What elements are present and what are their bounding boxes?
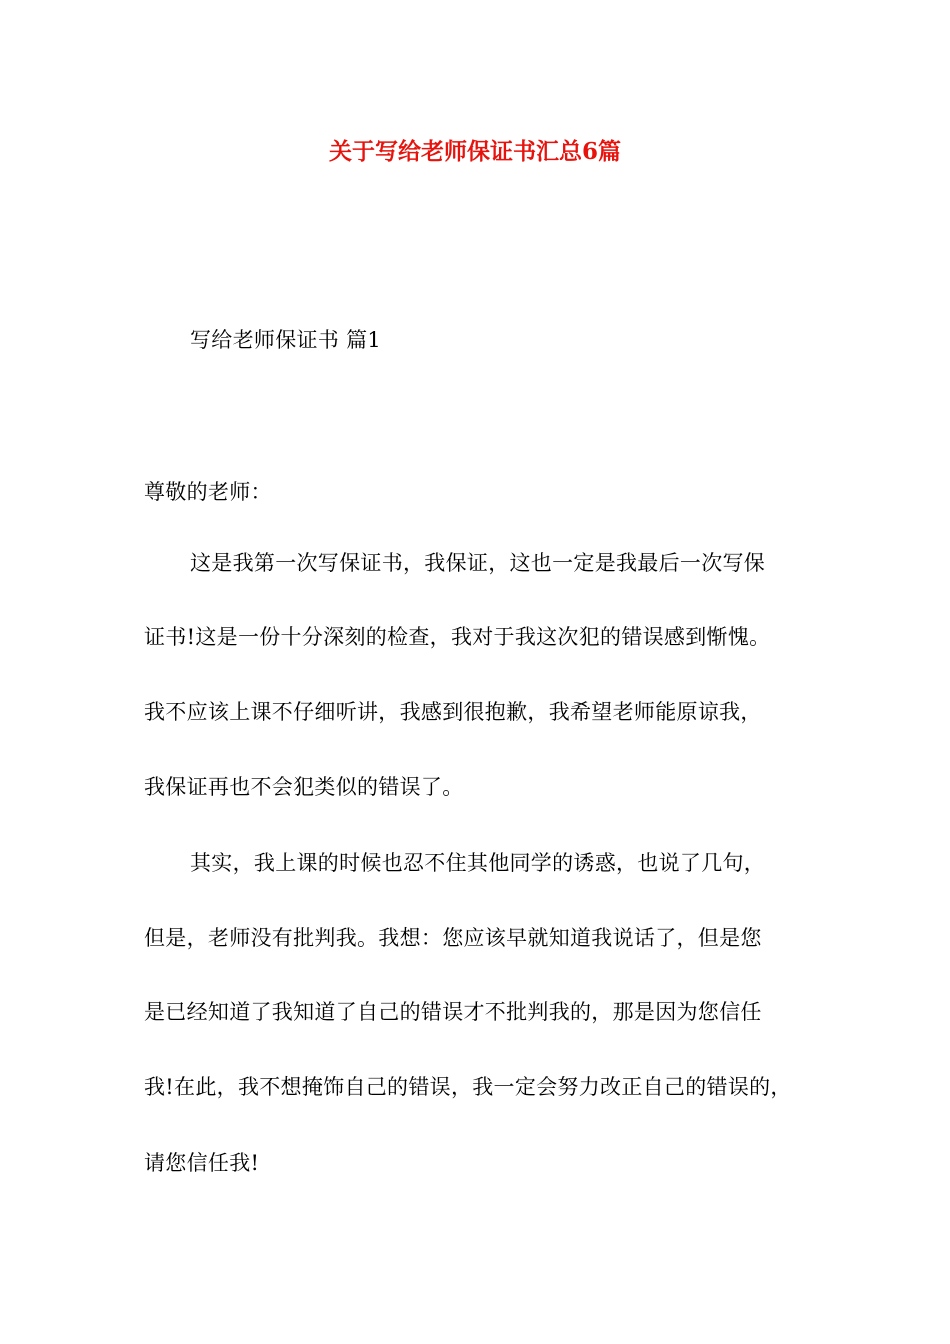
paragraph-line-8: 我!在此，我不想掩饰自己的错误，我一定会努力改正自己的错误的，	[144, 1075, 792, 1099]
salutation: 尊敬的老师：	[144, 480, 272, 504]
paragraph-line-1: 这是我第一次写保证书，我保证，这也一定是我最后一次写保	[190, 551, 766, 575]
document-title: 关于写给老师保证书汇总6篇	[328, 138, 621, 165]
paragraph-line-2: 证书!这是一份十分深刻的检查，我对于我这次犯的错误感到惭愧。	[144, 625, 771, 649]
section-heading: 写给老师保证书 篇1	[190, 328, 382, 352]
paragraph-line-6: 但是，老师没有批判我。我想：您应该早就知道我说话了，但是您	[144, 926, 762, 950]
paragraph-line-4: 我保证再也不会犯类似的错误了。	[144, 775, 464, 799]
paragraph-line-7: 是已经知道了我知道了自己的错误才不批判我的，那是因为您信任	[144, 1000, 762, 1024]
paragraph-line-5: 其实，我上课的时候也忍不住其他同学的诱惑，也说了几句，	[190, 851, 766, 875]
paragraph-line-9: 请您信任我!	[144, 1151, 260, 1175]
paragraph-line-3: 我不应该上课不仔细听讲，我感到很抱歉，我希望老师能原谅我，	[144, 700, 762, 724]
